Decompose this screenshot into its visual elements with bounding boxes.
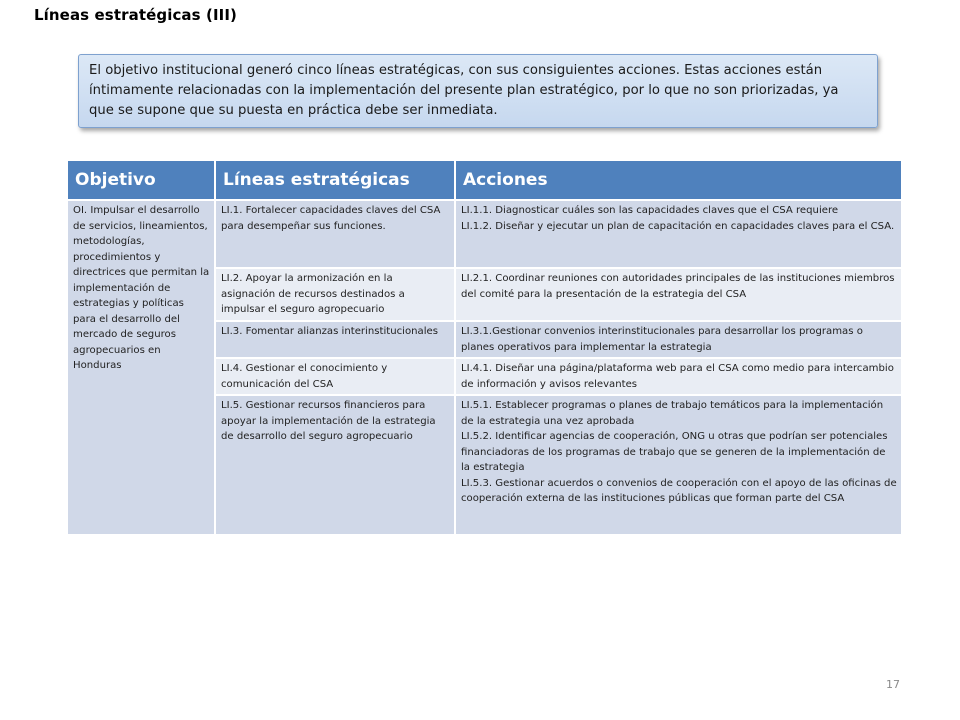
actions-cell: [455, 268, 902, 321]
action-item: LI.5.1. Establecer programas o planes de trabajo temáticos para la implementación de la estrategia una vez aprobada: [461, 400, 884, 427]
intro-text-box: El objetivo institucional generó cinco líneas estratégicas, con sus consiguientes acciones. Estas acciones están íntimamente relacionadas con la implementación del presente plan estratégico, por lo que no son priorizadas, ya que se supone que su puesta en práctica debe ser inmediata.: [78, 54, 878, 128]
action-item: LI.4.1. Diseñar una página/plataforma web para el CSA como medio para intercambio de información y avisos relevantes: [461, 363, 894, 390]
actions-cell: [455, 200, 902, 268]
header-objetivo: Objetivo: [67, 160, 215, 200]
strategic-line-cell: LI.4. Gestionar el conocimiento y comunicación del CSA: [215, 358, 455, 395]
header-acciones: Acciones: [455, 160, 902, 200]
strategic-line-cell: LI.2. Apoyar la armonización en la asignación de recursos destinados a impulsar el seguro agropecuario: [215, 268, 455, 321]
action-item: LI.5.3. Gestionar acuerdos o convenios de cooperación con el apoyo de las oficinas de cooperación externa de las instituciones públicas que forman parte del CSA: [461, 477, 897, 504]
strategic-line-cell: LI.3. Fomentar alianzas interinstitucionales: [215, 321, 455, 358]
header-lineas: Líneas estratégicas: [215, 160, 455, 200]
strategic-line-cell: LI.5. Gestionar recursos financieros para apoyar la implementación de la estrategia de desarrollo del seguro agropecuario: [215, 395, 455, 535]
action-item: LI.1.1. Diagnosticar cuáles son las capacidades claves que el CSA requiere: [461, 205, 839, 216]
action-item: LI.1.2. Diseñar y ejecutar un plan de capacitación en capacidades claves para el CSA.: [461, 220, 895, 232]
strategy-table: [66, 159, 903, 536]
table-header-row: [67, 160, 902, 200]
page-number: 17: [886, 678, 900, 691]
action-item: LI.5.2. Identificar agencias de cooperación, ONG u otras que podrían ser potenciales financiadoras de los programas de trabajo que se generen de la implementación de la estrategia: [461, 431, 888, 473]
actions-cell: [455, 395, 902, 535]
actions-cell: [455, 321, 902, 358]
actions-cell: [455, 358, 902, 395]
action-item: LI.2.1. Coordinar reuniones con autoridades principales de las instituciones miembros del comité para la presentación de la estrategia del CSA: [461, 273, 895, 300]
slide-title: Líneas estratégicas (III): [34, 6, 237, 24]
objective-cell: OI. Impulsar el desarrollo de servicios, lineamientos, metodologías, procedimientos y directrices que permitan la implementación de estrategias y políticas para el desarrollo del mercado de seguros agropecuarios en Honduras: [67, 200, 215, 535]
strategic-line-cell: LI.1. Fortalecer capacidades claves del CSA para desempeñar sus funciones.: [215, 200, 455, 268]
action-item: LI.3.1.Gestionar convenios interinstitucionales para desarrollar los programas o planes operativos para implementar la estrategia: [461, 326, 863, 353]
table-row: [67, 200, 902, 268]
